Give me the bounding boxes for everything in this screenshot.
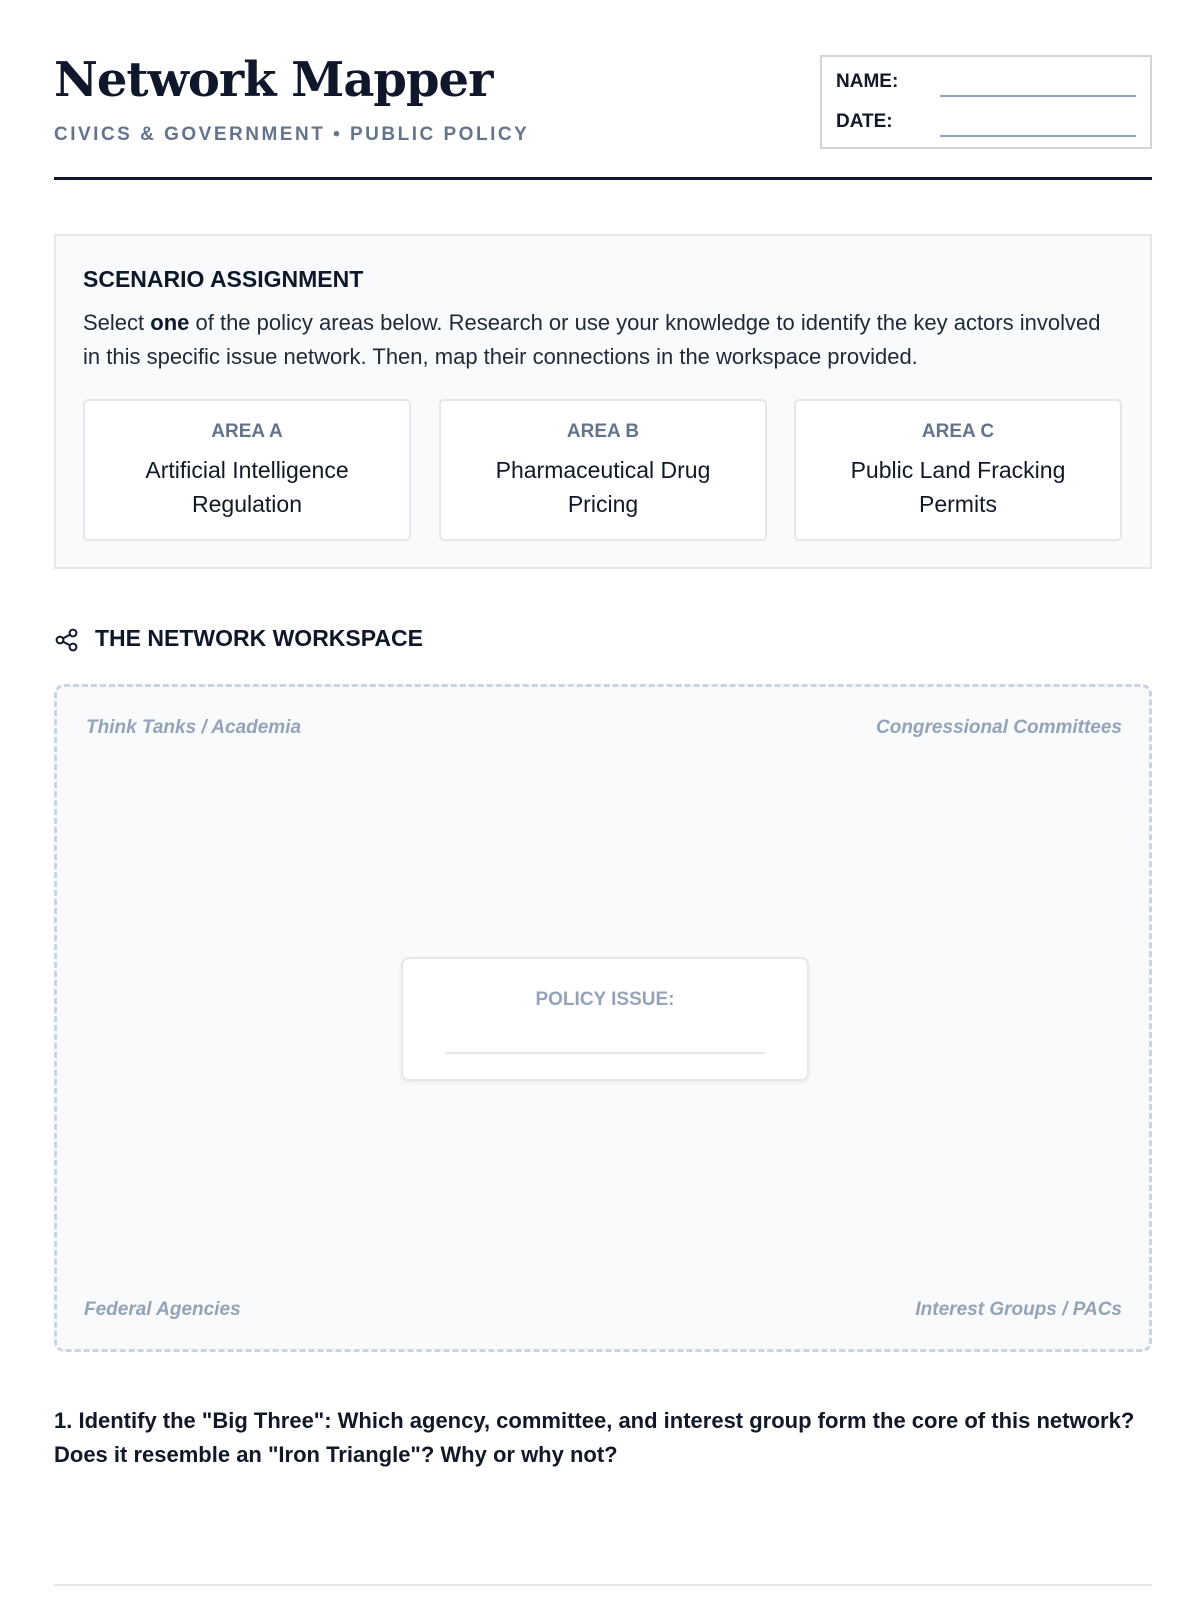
area-name: Public Land Fracking Permits bbox=[850, 457, 1066, 517]
date-row bbox=[836, 109, 1136, 139]
corner-label-think-tanks: Think Tanks / Academia bbox=[86, 717, 302, 738]
area-card-b[interactable] bbox=[439, 399, 767, 541]
instructions-text-end: of the policy areas below. Research or use your knowledge to identify the key actors involved in this specific issue network. Then, map their connections in the workspace provided. bbox=[83, 310, 1101, 369]
name-field-line[interactable] bbox=[940, 95, 1136, 97]
scenario-assignment-panel bbox=[54, 234, 1152, 569]
question-1: 1. Identify the "Big Three": Which agency, committee, and interest group form the core of this network? Does it resemble an "Iron Triangle"? Why or why not? bbox=[54, 1408, 1135, 1467]
instructions-text-start: Select bbox=[83, 310, 151, 335]
page-title: Network Mapper bbox=[54, 52, 493, 108]
area-label: AREA B bbox=[566, 421, 640, 442]
answer-line[interactable] bbox=[54, 1584, 1152, 1586]
name-date-box bbox=[820, 55, 1152, 149]
page-subtitle: CIVICS & GOVERNMENT • PUBLIC POLICY bbox=[54, 124, 530, 145]
corner-label-interest-groups: Interest Groups / PACs bbox=[915, 1299, 1122, 1320]
worksheet-header bbox=[54, 50, 1152, 180]
policy-issue-box bbox=[401, 957, 809, 1081]
corner-label-federal-agencies: Federal Agencies bbox=[84, 1299, 241, 1320]
scenario-instructions bbox=[83, 306, 1103, 374]
area-label: AREA C bbox=[921, 421, 995, 442]
area-card-c[interactable] bbox=[794, 399, 1122, 541]
instructions-emphasis: one bbox=[150, 310, 190, 335]
share-network-icon bbox=[54, 627, 80, 653]
policy-issue-field-line[interactable] bbox=[445, 1052, 765, 1054]
area-card-a[interactable] bbox=[83, 399, 411, 541]
policy-issue-label: POLICY ISSUE: bbox=[535, 989, 675, 1010]
corner-label-congressional-committees: Congressional Committees bbox=[876, 717, 1122, 738]
date-field-line[interactable] bbox=[940, 135, 1136, 137]
date-label: DATE: bbox=[836, 111, 893, 132]
area-name: Artificial Intelligence Regulation bbox=[145, 457, 349, 517]
network-workspace[interactable] bbox=[54, 684, 1152, 1352]
name-row bbox=[836, 69, 1136, 99]
name-label: NAME: bbox=[836, 71, 899, 92]
area-label: AREA A bbox=[211, 421, 283, 442]
header-divider bbox=[54, 177, 1152, 180]
workspace-title: THE NETWORK WORKSPACE bbox=[95, 625, 423, 651]
area-name: Pharmaceutical Drug Pricing bbox=[495, 457, 711, 517]
scenario-heading: SCENARIO ASSIGNMENT bbox=[83, 266, 364, 292]
